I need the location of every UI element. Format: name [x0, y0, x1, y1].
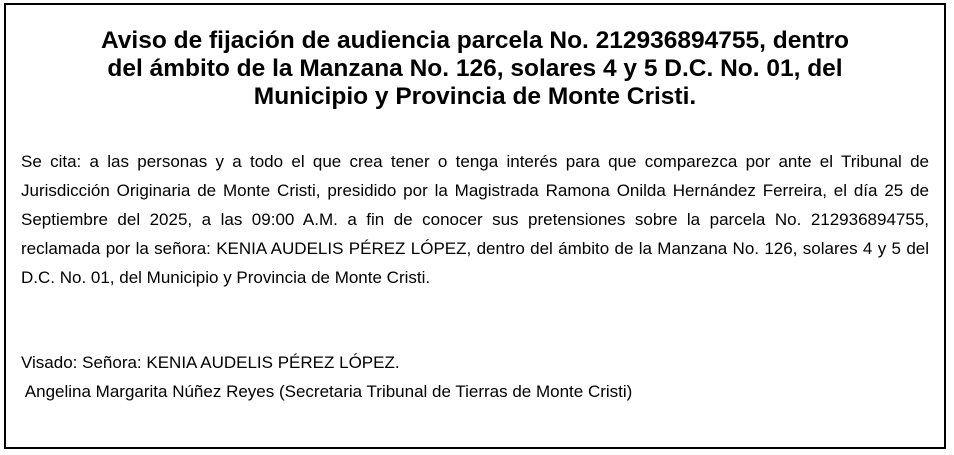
notice-title-line-3: Municipio y Provincia de Monte Cristi.	[253, 83, 697, 110]
signature-line: Angelina Margarita Núñez Reyes (Secretaria Tribunal de Tierras de Monte Cristi)	[21, 382, 633, 401]
notice-title-line-2: del ámbito de la Manzana No. 126, solares 4 y 5 D.C. No. 01, del	[107, 55, 843, 82]
notice-title	[20, 27, 930, 111]
notice-frame	[4, 3, 946, 449]
notice-title-line-1: Aviso de fijación de audiencia parcela No. 212936894755, dentro	[100, 27, 850, 54]
visado-line: Visado: Señora: KENIA AUDELIS PÉREZ LÓPEZ.	[21, 353, 400, 372]
notice-body: Se cita: a las personas y a todo el que crea tener o tenga interés para que comparezca por ante el Tribunal de Jurisdicción Originaria de Monte Cristi, presidido por la Magistrada Ramona Onilda Hernández Ferreira, el día 25 de Septiembre del 2025, a las 09:00 A.M. a fin de conocer sus pretensiones sobre la parcela No. 212936894755, reclamada por la señora: KENIA AUDELIS PÉREZ LÓPEZ, dentro del ámbito de la Manzana No. 126, solares 4 y 5 del D.C. No. 01, del Municipio y Provincia de Monte Cristi.	[21, 152, 929, 287]
